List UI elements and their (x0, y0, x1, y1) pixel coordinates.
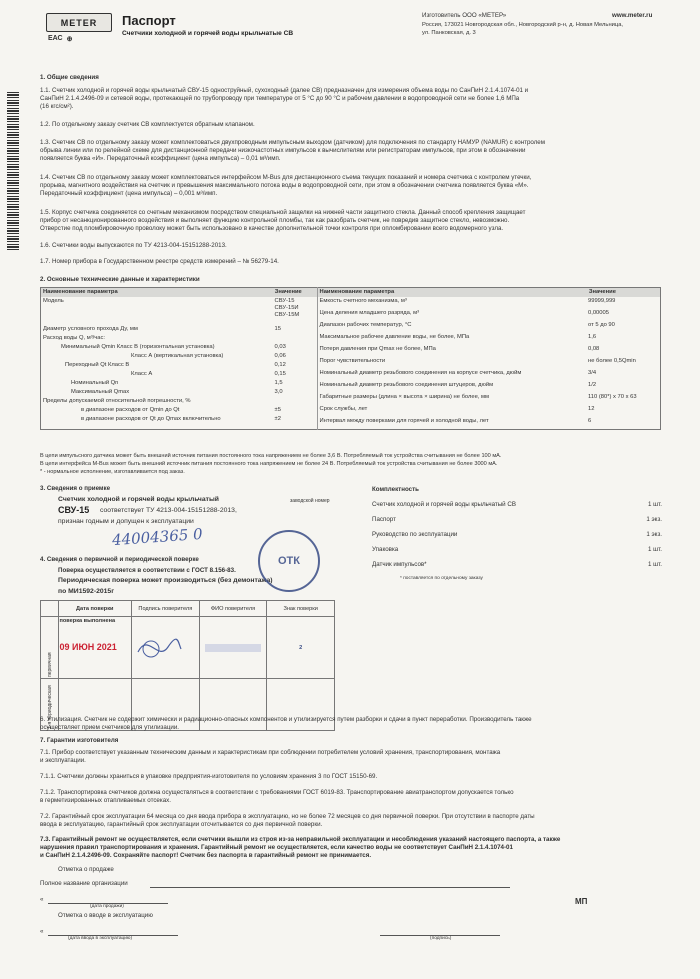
right-param: Диапазон рабочих температур, °С (319, 322, 412, 328)
quote-open: « (40, 896, 44, 903)
s6-line-1: 6. Утилизация. Счетчик не содержит химически и радиационно-опасных компонентов и утилизируется путем разборки и сдачи в пункт переработки. Производитель также (40, 716, 532, 723)
right-param: Емкость счетного механизма, м³ (319, 298, 407, 304)
document-title: Паспорт (122, 13, 176, 28)
verify-line-3: по МИ1592-2015г (58, 588, 115, 595)
p1-3b: обрыва линии или по релейной схеме для дистанционной передачи низкочастотных импульсов к вычислителям или регистраторам импульсов, при этом в обозначении (40, 147, 526, 154)
p7-3: 7.3. Гарантийный ремонт не осуществляется, если счетчики вышли из строя из-за неправильной эксплуатации и несоблюдения указаний настоящего паспорта, а также (40, 836, 561, 843)
signature-caption: (подпись) (430, 936, 452, 941)
p1-5: 1.5. Корпус счетчика соединяется со счетным механизмом посредством специальной защелки на нижней части защитного стекла. Данный способ крепления защищает (40, 209, 526, 216)
address-line-1: Россия, 173021 Новгородская обл., Новгородский р-н, д. Новая Мельница, (422, 22, 624, 28)
address-line-2: ул. Панковская, д. 3 (422, 30, 476, 36)
kit-note: * поставляется по отдельному заказу (400, 576, 483, 581)
right-head-value: Значение (587, 288, 661, 298)
signature-scribble (133, 627, 183, 667)
left-param: Номинальный Qn (71, 380, 119, 386)
right-param: Номинальный диаметр резьбового соединения штуцеров, дюйм (319, 382, 494, 388)
left-param: Переходный Qt Класс В (65, 362, 130, 368)
right-head-param: Наименование параметра (317, 288, 587, 298)
left-value (273, 397, 317, 406)
serial-label: заводской номер (290, 498, 330, 504)
left-value: СВУ-15 СВУ-15И СВУ-15М (274, 298, 300, 318)
verify-line-1: Поверка осуществляется в соответствии с ГОСТ 8.156-83. (58, 567, 236, 574)
verifier-name (199, 617, 267, 679)
right-params (318, 297, 660, 429)
p1-4b: прорыва, магнитного воздействия на счетчик и превышения максимального потока воды в водопроводной сети, при этом в обозначении счетчика появляется буква «М». (40, 182, 529, 189)
left-value: 15 (274, 326, 281, 332)
p1-5b: прибор от несанкционированного воздействия и выполняет функцию контрольной пломбы, так как разобрать счетчик, не повредив защитное стекло, невозможно. (40, 217, 510, 224)
org-label: Полное название организации (40, 880, 128, 887)
document-subtitle: Счетчики холодной и горячей воды крыльчатые СВ (122, 30, 294, 37)
kit-row: Паспорт 1 экз. (372, 516, 662, 523)
right-param: Габаритные размеры (длина × высота × ширина) не более, мм (319, 394, 490, 400)
left-param: Пределы допускаемой относительной погрешности, % (43, 398, 191, 404)
left-param: Класс А (131, 371, 153, 377)
kit-row: Счетчик холодной и горячей воды крыльчатый СВ 1 шт. (372, 501, 662, 508)
left-param: в диапазоне расходов от Qmin до Qt (81, 407, 180, 413)
col-mark: Знак поверки (267, 601, 335, 617)
left-param: Максимальный Qmax (71, 389, 130, 395)
acceptance-line-1: Счетчик холодной и горячей воды крыльчатый (58, 496, 219, 503)
blurred-name (205, 644, 262, 652)
p7-2: 7.2. Гарантийный срок эксплуатации 64 месяца со дня ввода прибора в эксплуатацию, но не более 72 месяцев со дня первичной поверки. При отсутствии в паспорте даты (40, 813, 535, 820)
left-value: 0,03 (274, 344, 286, 350)
p1-1b: СанПиН 2.1.4.2496-09 и сетевой воды, протекающей по трубопроводу при температуре от 5 °С до 90 °С и рабочем давлении в водопроводной сети не более 1,6 МПа (40, 95, 520, 102)
section-4-title: 4. Сведения о первичной и периодической поверке (40, 556, 199, 563)
website: www.meter.ru (612, 12, 653, 19)
kit-row: Датчик импульсов* 1 шт. (372, 561, 662, 568)
right-value: 3/4 (588, 370, 597, 376)
note-normal: * - нормальное исполнение, изготавливается под заказ. (40, 469, 185, 475)
model-name: СВУ-15 (58, 505, 90, 515)
left-head-param: Наименование параметра (41, 288, 273, 298)
mp-label: МП (575, 897, 588, 906)
section-2-title: 2. Основные технические данные и характеристики (40, 276, 200, 283)
left-param: в диапазоне расходов от Qt до Qmax включительно (81, 416, 221, 422)
manufacturer: Изготовитель ООО «МЕТЕР» (422, 12, 507, 19)
left-param: Класс А (вертикальная установка) (131, 353, 224, 359)
section-1-title: 1. Общие сведения (40, 74, 99, 81)
right-value: 12 (588, 406, 595, 412)
right-param: Номинальный диаметр резьбового соединения на корпусе счетчика, дюйм (319, 370, 522, 376)
right-value: 110 (80*) х 70 х 63 (588, 394, 637, 400)
left-value: 0,15 (274, 371, 286, 377)
left-value: 0,12 (274, 362, 286, 368)
left-value: ±2 (274, 416, 281, 422)
left-param: Минимальный Qmin Класс В (горизонтальная установка) (61, 344, 215, 350)
left-value: ±5 (274, 407, 281, 413)
quote-open-2: « (40, 928, 44, 935)
right-value: 1/2 (588, 382, 597, 388)
spec-table (40, 287, 661, 430)
acceptance-line-3: признан годным и допущен к эксплуатации (58, 518, 194, 525)
verification-done: поверка выполнена (59, 618, 116, 624)
p7-1b: и эксплуатации. (40, 757, 86, 764)
left-value: 1,5 (274, 380, 283, 386)
right-value: 99999,999 (588, 298, 616, 304)
right-value: 0,08 (588, 346, 600, 352)
p7-1-2b: в герметизированных отапливаемых отсеках. (40, 797, 171, 804)
verify-line-2: Периодическая поверка может производиться (без демонтажа) (58, 577, 273, 584)
org-line (150, 887, 510, 888)
sale-date-caption: (дата продажи) (90, 904, 124, 909)
right-param: Потеря давления при Qmax не более, МПа (319, 346, 436, 352)
certification-marks (48, 35, 72, 43)
p7-2b: ввода в эксплуатацию, гарантийный срок эксплуатации отсчитывается со дня первичной поверки. (40, 821, 323, 828)
col-fio: ФИО поверителя (199, 601, 267, 617)
p1-3c: появляется буква «И». Передаточный коэффициент (цена импульса) – 0,01 м³/имп. (40, 155, 281, 162)
meter-logo: METER (46, 13, 112, 32)
p7-3b: нарушения правил транспортирования и хранения. Гарантийный ремонт не осуществляется, если качество воды не соответствует СанПиН 2.1.4.1074-01 (40, 844, 513, 851)
right-value: 6 (588, 418, 592, 424)
serial-number-handwritten: 44004365 0 (111, 524, 204, 550)
left-param: Расход воды Q, м³/час: (43, 335, 105, 341)
note-pulse: В цепи импульсного датчика может быть внешний источник питания постоянного тока напряжением не более 3,6 В. Потребляемый ток устройства считывания не более 100 мА. (40, 453, 502, 459)
right-param: Порог чувствительности (319, 358, 386, 364)
p1-7: 1.7. Номер прибора в Государственном реестре средств измерений – № 56279-14. (40, 258, 279, 265)
p7-1-1: 7.1.1. Счетчики должны храниться в упаковке предприятия-изготовителя по условиям хранения 3 по ГОСТ 15150-69. (40, 773, 378, 780)
right-value: 1,6 (588, 334, 597, 340)
verifier-signature (132, 617, 200, 679)
eac-mark: ЕАС (48, 35, 63, 42)
right-param: Срок службы, лет (319, 406, 368, 412)
kit-row: Упаковка 1 шт. (372, 546, 662, 553)
kit-title: Комплектность (372, 486, 419, 493)
p1-4: 1.4. Счетчик СВ по отдельному заказу может комплектоваться интерфейсом М-Bus для дистанционного съема текущих показаний и номера счетчика с контролем утечки, (40, 174, 532, 181)
verification-date: 09 ИЮН 2021 (59, 642, 117, 652)
kit-row: Руководство по эксплуатации 1 экз. (372, 531, 662, 538)
p1-2: 1.2. По отдельному заказу счетчик СВ комплектуется обратным клапаном. (40, 121, 255, 128)
right-param: Интервал между поверками для горячей и холодной воды, лет (319, 418, 489, 424)
verification-done-cell (58, 617, 132, 679)
p7-1-2: 7.1.2. Транспортировка счетчиков должна осуществляться в соответствии с требованиями ГОСТ 6019-83. Транспортирование авиатранспортом допускается только (40, 789, 514, 796)
p1-3: 1.3. Счетчик СВ по отдельному заказу может комплектоваться двухпроводным импульсным выходом (датчиком) для подключения по стандарту НАМУР (NAMUR) с контролем (40, 139, 546, 146)
p1-5c: Отверстие под пломбировочную проволоку может быть использовано в качестве дополнительной точки контроля при опломбировании всего водомерного узла. (40, 225, 504, 232)
p7-1: 7.1. Прибор соответствует указанным техническим данным и характеристикам при соблюдении потребителем условий хранения, транспортирования, монтажа (40, 749, 501, 756)
right-param: Максимальное рабочее давление воды, не более, МПа (319, 334, 470, 340)
p1-1c: (16 кгс/см²). (40, 103, 74, 110)
left-value (273, 334, 317, 343)
right-param: Цена деления младшего разряда, м³ (319, 310, 420, 316)
row-primary: первичная (41, 617, 59, 679)
left-value: 0,06 (274, 353, 286, 359)
col-sign: Подпись поверителя (132, 601, 200, 617)
p7-3c: и СанПиН 2.1.4.2496-09. Сохраняйте паспорт! Счетчик без паспорта в гарантийный ремонт не принимается. (40, 852, 372, 859)
row-periodic: 1-я периодическая (41, 679, 59, 731)
acceptance-line-2: соответствует ТУ 4213-004-15151288-2013, (100, 507, 237, 514)
section-7-title: 7. Гарантии изготовителя (40, 737, 119, 744)
otk-stamp: ОТК (258, 530, 320, 592)
s6-line-2: осуществляет прием счетчиков для утилизации. (40, 724, 179, 731)
sale-mark: Отметка о продаже (58, 866, 114, 873)
p1-6: 1.6. Счетчики воды выпускаются по ТУ 4213-004-15151288-2013. (40, 242, 227, 249)
barcode-strip (7, 90, 19, 250)
note-mbus: В цепи интерфейса M-Bus может быть внешний источник питания постоянного тока напряжением не более 24 В. Потребляемый ток устройства считывания не более 3000 мА. (40, 461, 498, 467)
left-param: Диаметр условного прохода Ду, мм (43, 326, 138, 332)
right-value: от 5 до 90 (588, 322, 615, 328)
verification-mark: 2 (267, 617, 335, 679)
col-date: Дата поверки (58, 601, 132, 617)
left-head-value: Значение (273, 288, 317, 298)
right-value: не более 0,5Qmin (588, 358, 636, 364)
section-3-title: 3. Сведения о приемке (40, 485, 111, 492)
p1-1: 1.1. Счетчик холодной и горячей воды крыльчатый СВУ-15 одноструйный, сухоходный (далее СВ) предназначен для измерения объема воды по СанПиН 2.1.4.1074-01 и (40, 87, 529, 94)
p1-4c: Передаточный коэффициент (цена импульса) – 0,001 м³/имп. (40, 190, 218, 197)
metrology-icon: ⊕ (66, 36, 73, 43)
left-param: Модель (43, 298, 64, 304)
commission-date-caption: (дата ввода в эксплуатацию) (68, 936, 133, 941)
left-value: 3,0 (274, 389, 283, 395)
commission-mark: Отметка о вводе в эксплуатацию (58, 912, 153, 919)
verification-table (40, 600, 335, 731)
right-value: 0,00005 (588, 310, 609, 316)
left-params (41, 297, 317, 424)
